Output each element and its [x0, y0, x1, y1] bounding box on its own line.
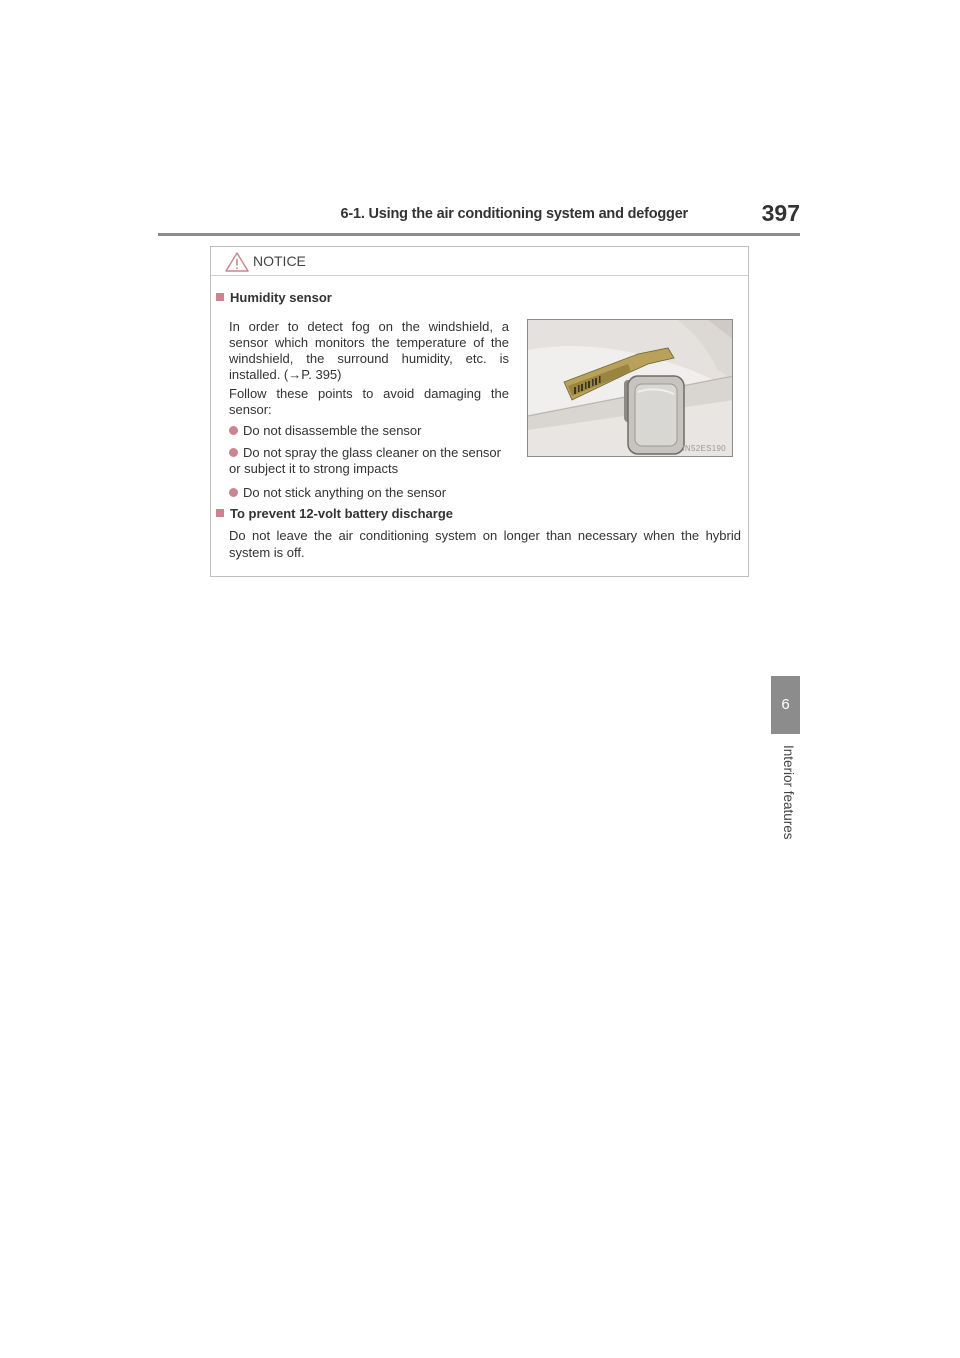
notice-box — [210, 246, 749, 577]
list-item-text: Do not disassemble the sensor — [243, 423, 422, 438]
list-item — [229, 485, 446, 501]
warning-triangle-icon — [225, 252, 249, 272]
section-title: 6-1. Using the air conditioning system and defogger — [340, 206, 688, 222]
sensor-drawing — [528, 320, 733, 457]
page-number: 397 — [761, 200, 800, 226]
humidity-sensor-heading-text: Humidity sensor — [230, 290, 332, 305]
list-item-text: Do not spray the glass cleaner on the sensor or subject it to strong impacts — [229, 445, 501, 476]
battery-heading — [216, 506, 453, 521]
battery-text: Do not leave the air conditioning system on longer than necessary when the hybrid system is off. — [229, 528, 741, 560]
header-rule — [158, 233, 800, 236]
battery-heading-text: To prevent 12-volt battery discharge — [230, 506, 453, 521]
notice-header — [211, 247, 748, 276]
round-bullet-icon — [229, 448, 238, 457]
notice-title: NOTICE — [253, 253, 306, 269]
page-header — [158, 200, 800, 236]
round-bullet-icon — [229, 426, 238, 435]
figure-code: IN52ES190 — [682, 444, 726, 453]
square-bullet-icon — [216, 509, 224, 517]
humidity-intro-text: In order to detect fog on the windshield, a sensor which monitors the temperature of the windshield, the surround humidity, etc. is installed. (→P. 395) — [229, 319, 509, 382]
square-bullet-icon — [216, 293, 224, 301]
list-item — [229, 445, 513, 477]
chapter-tab: 6 — [771, 676, 800, 734]
list-item-text: Do not stick anything on the sensor — [243, 485, 447, 500]
chapter-label: Interior features — [781, 745, 796, 840]
humidity-sensor-heading — [216, 290, 332, 305]
sensor-illustration — [527, 319, 733, 457]
round-bullet-icon — [229, 488, 238, 497]
list-item — [229, 423, 421, 439]
humidity-follow-text: Follow these points to avoid damaging the sensor: — [229, 386, 509, 417]
